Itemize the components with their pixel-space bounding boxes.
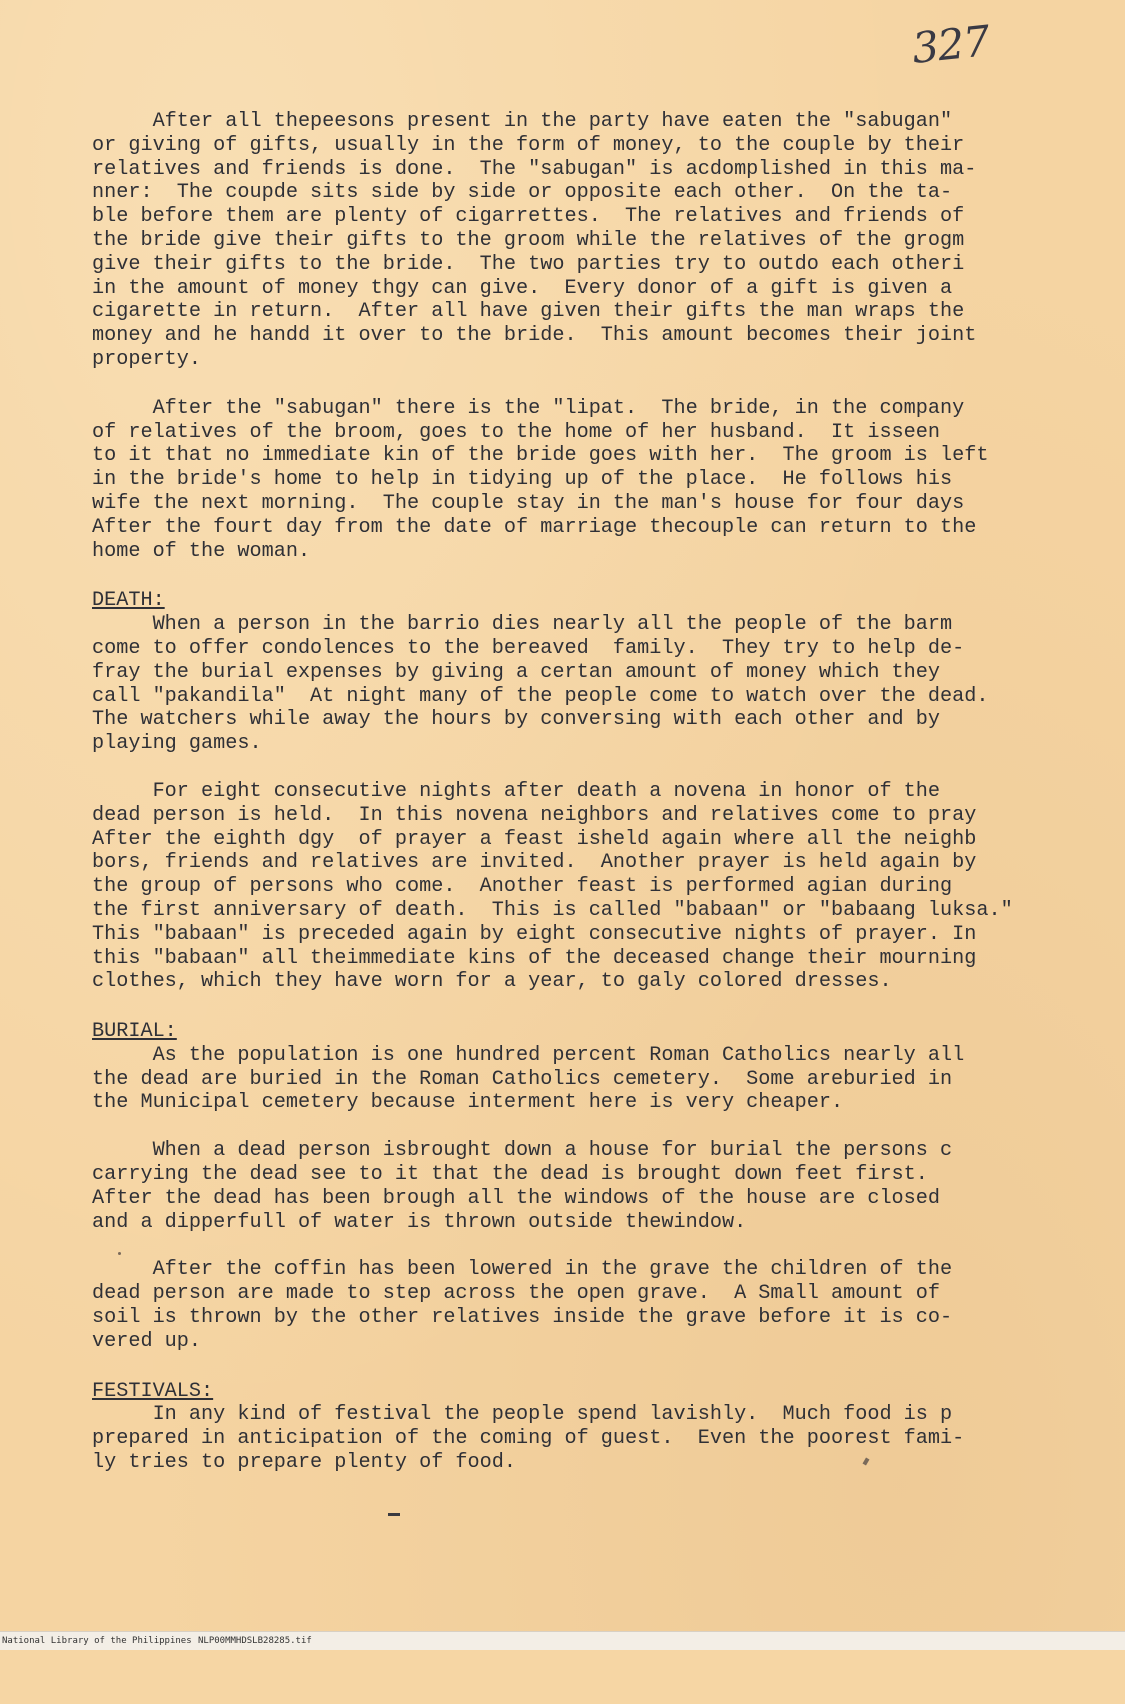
text-line: In any kind of festival the people spend lavishly. Much food is p xyxy=(92,1403,953,1427)
text-line: relatives and friends is done. The "sabugan" is acdomplished in this ma- xyxy=(92,157,977,181)
paragraph-burial-1 xyxy=(92,1044,1052,1115)
text-line: When a dead person isbrought down a house for burial the persons c xyxy=(92,1139,953,1163)
document-body xyxy=(92,110,1052,1475)
paragraph-death-1 xyxy=(92,613,1052,756)
text-line: For eight consecutive nights after death a novena in honor of the xyxy=(92,779,941,803)
text-line: the group of persons who come. Another feast is performed agian during xyxy=(92,875,953,899)
text-line: clothes, which they have worn for a year, to galy colored dresses. xyxy=(92,970,892,994)
text-line: this "babaan" all theimmediate kins of the deceased change their mourning xyxy=(92,946,977,970)
paragraph-festivals xyxy=(92,1403,1052,1474)
text-line: to it that no immediate kin of the bride goes with her. The groom is left xyxy=(92,444,989,468)
text-line: fray the burial expenses by giving a certan amount of money which they xyxy=(92,660,941,684)
text-line: bors, friends and relatives are invited. Another prayer is held again by xyxy=(92,851,977,875)
scan-footer-bar xyxy=(0,1631,1125,1650)
text-line: ly tries to prepare plenty of food. xyxy=(92,1451,517,1475)
text-line: the first anniversary of death. This is called "babaan" or "babaang luksa." xyxy=(92,898,1013,922)
text-line: After the fourt day from the date of marriage thecouple can return to the xyxy=(92,515,977,539)
text-line: in the bride's home to help in tidying up of the place. He follows his xyxy=(92,468,953,492)
text-line: the bride give their gifts to the groom while the relatives of the grogm xyxy=(92,228,965,252)
text-line: the Municipal cemetery because interment here is very cheaper. xyxy=(92,1091,844,1115)
text-line: cigarette in return. After all have given their gifts the man wraps the xyxy=(92,300,965,324)
text-line: vered up. xyxy=(92,1329,202,1353)
text-line: After the coffin has been lowered in the grave the children of the xyxy=(92,1258,953,1282)
stray-dash-mark xyxy=(388,1513,400,1516)
text-line: give their gifts to the bride. The two parties try to outdo each otheri xyxy=(92,252,965,276)
footer-library-name: National Library of the Philippines xyxy=(2,1636,192,1646)
text-line: wife the next morning. The couple stay in the man's house for four days xyxy=(92,491,965,515)
text-line: The watchers while away the hours by conversing with each other and by xyxy=(92,708,941,732)
text-line: come to offer condolences to the bereaved family. They try to help de- xyxy=(92,636,965,660)
heading-festivals: FESTIVALS: xyxy=(92,1379,214,1403)
text-line: This "babaan" is preceded again by eight consecutive nights of prayer. In xyxy=(92,922,977,946)
paragraph-sabugan xyxy=(92,110,1052,372)
text-line: carrying the dead see to it that the dead is brought down feet first. xyxy=(92,1163,928,1187)
text-line: prepared in anticipation of the coming of guest. Even the poorest fami- xyxy=(92,1427,965,1451)
text-line: or giving of gifts, usually in the form of money, to the couple by their xyxy=(92,133,965,157)
text-line: money and he handd it over to the bride. This amount becomes their joint xyxy=(92,324,977,348)
text-line: dead person is held. In this novena neighbors and relatives come to pray xyxy=(92,803,977,827)
paper-speck xyxy=(118,1252,121,1255)
text-line: call "pakandila" At night many of the people come to watch over the dead. xyxy=(92,684,989,708)
footer-file-id: NLP00MMHDSLB28285.tif xyxy=(198,1636,312,1646)
text-line: After the "sabugan" there is the "lipat. The bride, in the company xyxy=(92,396,965,420)
text-line: After all thepeesons present in the party have eaten the "sabugan" xyxy=(92,110,953,133)
text-line: nner: The coupde sits side by side or opposite each other. On the ta- xyxy=(92,181,953,205)
text-line: home of the woman. xyxy=(92,539,311,563)
paragraph-burial-2 xyxy=(92,1139,1052,1234)
text-line: of relatives of the broom, goes to the home of her husband. It isseen xyxy=(92,420,941,444)
text-line: in the amount of money thgy can give. Every donor of a gift is given a xyxy=(92,276,953,300)
paragraph-burial-3 xyxy=(92,1258,1052,1353)
text-line: soil is thrown by the other relatives inside the grave before it is co- xyxy=(92,1306,953,1330)
text-line: property. xyxy=(92,347,202,371)
heading-death: DEATH: xyxy=(92,589,165,613)
text-line: and a dipperfull of water is thrown outside thewindow. xyxy=(92,1210,747,1234)
text-line: the dead are buried in the Roman Catholics cemetery. Some areburied in xyxy=(92,1067,953,1091)
heading-burial: BURIAL: xyxy=(92,1020,177,1044)
text-line: dead person are made to step across the open grave. A Small amount of xyxy=(92,1282,941,1306)
page-number: 327 xyxy=(909,16,992,73)
text-line: After the eighth dgy of prayer a feast isheld again where all the neighb xyxy=(92,827,977,851)
text-line: When a person in the barrio dies nearly all the people of the barm xyxy=(92,613,953,637)
paragraph-lipat xyxy=(92,397,1052,564)
text-line: ble before them are plenty of cigarrettes. The relatives and friends of xyxy=(92,205,965,229)
text-line: After the dead has been brough all the windows of the house are closed xyxy=(92,1186,941,1210)
paragraph-death-2 xyxy=(92,780,1052,994)
text-line: As the population is one hundred percent Roman Catholics nearly all xyxy=(92,1043,965,1067)
text-line: playing games. xyxy=(92,732,262,756)
